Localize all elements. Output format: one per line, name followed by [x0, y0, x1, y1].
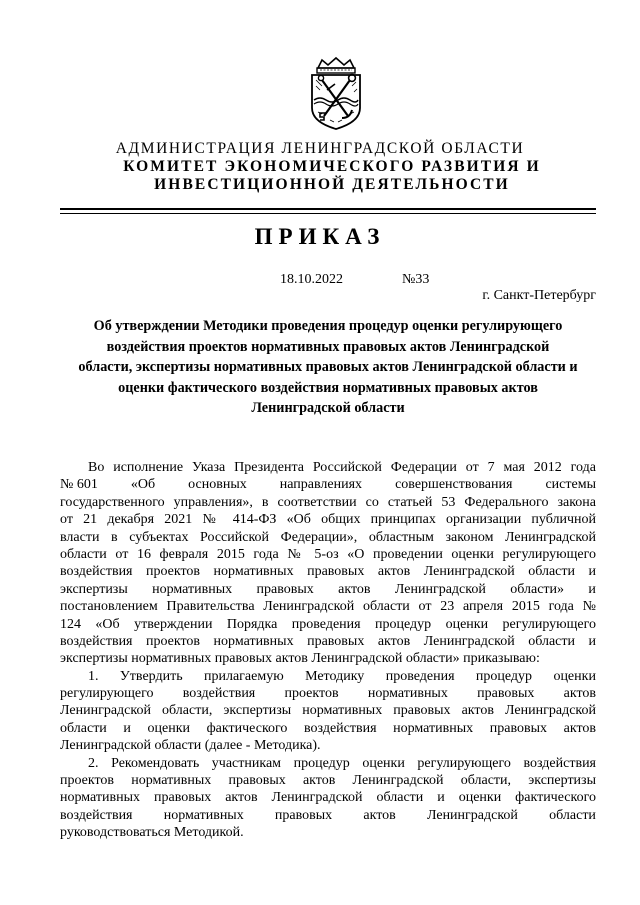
word: оценки [553, 668, 596, 684]
body-line: Во исполнение Указа Президента Российской Федерации от 7 мая 2012 года [88, 460, 596, 475]
word: актов [563, 686, 596, 702]
order-title: ПРИКАЗ [254, 224, 386, 249]
word: нормативных [367, 686, 448, 702]
body-line: государственного управления», в соответствии со статьей 53 Федерального закона [60, 494, 596, 510]
body-line: 2. Рекомендовать участникам процедур оценки регулирующего воздействия [88, 755, 596, 771]
body-line: руководствоваться Методикой. [60, 825, 244, 841]
word: системы [545, 477, 596, 493]
word: основных [188, 477, 247, 493]
body-line: нормативных правовых актов Ленинградской области и оценки фактического [60, 790, 596, 806]
body-line: воздействия проектов нормативных правовых актов Ленинградской области и [60, 633, 596, 649]
administration-title: АДМИНИСТРАЦИЯ ЛЕНИНГРАДСКОЙ ОБЛАСТИ [115, 140, 525, 157]
body-line: проектов нормативных правовых актов Ленинградской области, экспертизы [60, 773, 596, 789]
body-line-spread [60, 476, 596, 493]
word: 1. [88, 668, 99, 684]
body-line: власти в субъектах Российской Федерации», областным законом Ленинградской [60, 529, 596, 545]
word: Ленинградской [426, 807, 518, 823]
heading-line: оценки фактического воздействия нормативных правовых актов [118, 379, 538, 396]
header-divider-thick [60, 208, 596, 210]
heading-line: Ленинградской области [251, 400, 405, 417]
body-line-spread [60, 807, 596, 824]
body-line: от 21 декабря 2021 № 414-ФЗ «Об общих принципах организации публичной [60, 512, 596, 528]
body-line: воздействия проектов нормативных правовых актов Ленинградской области и [60, 564, 596, 580]
word: № 601 [60, 477, 98, 493]
body-line: экспертизы нормативных правовых актов Ленинградской области» приказываю: [60, 651, 540, 667]
order-city: г. Санкт-Петербург [482, 288, 596, 303]
word: воздействия [182, 686, 256, 702]
word: проектов [284, 686, 339, 702]
word: воздействия [60, 807, 133, 823]
word: Ленинградской [394, 581, 486, 597]
word: правовых [256, 581, 314, 597]
word: совершенствования [395, 477, 513, 493]
word: экспертизы [60, 581, 128, 597]
word: Методику [305, 668, 365, 684]
body-line: Ленинградской области (далее - Методика). [60, 738, 321, 754]
word: нормативных [152, 581, 233, 597]
body-line: области от 16 февраля 2015 года № 5-оз «О проведении оценки регулирующего [60, 546, 596, 562]
order-date: 18.10.2022 [280, 272, 343, 287]
order-number: №33 [402, 272, 430, 287]
committee-title-line2: ИНВЕСТИЦИОННОЙ ДЕЯТЕЛЬНОСТИ [154, 176, 510, 193]
body-line: области и оценки фактического воздействия нормативных правовых актов [60, 720, 596, 736]
body-line-spread [60, 581, 596, 598]
word: направлениях [279, 477, 363, 493]
body-line-spread [60, 685, 596, 702]
heading-line: Об утверждении Методики проведения процедур оценки регулирующего [93, 318, 563, 334]
word: актов [363, 807, 396, 823]
word: процедур [475, 668, 533, 684]
word: области [549, 807, 596, 823]
header-divider-thin [60, 213, 596, 214]
word: прилагаемую [204, 668, 284, 684]
word: правовых [274, 807, 333, 823]
word: области» [510, 581, 565, 597]
committee-title-line1: КОМИТЕТ ЭКОНОМИЧЕСКОГО РАЗВИТИЯ И [123, 158, 541, 175]
word: регулирующего [60, 686, 154, 702]
order-body [60, 459, 596, 842]
heading-line: области, экспертизы нормативных правовых актов Ленинградской области и [78, 359, 578, 376]
body-line: Ленинградской области, экспертизы нормативных правовых актов Ленинградской [60, 703, 596, 719]
body-line: 124 «Об утверждении Порядка проведения процедур оценки регулирующего [60, 616, 596, 632]
word: Утвердить [119, 668, 183, 684]
word: проведения [385, 668, 455, 684]
committee-title [12, 158, 640, 194]
word: и [588, 581, 596, 597]
word: «Об [130, 477, 156, 493]
word: нормативных [163, 807, 244, 823]
order-subject-heading [60, 316, 596, 419]
coat-of-arms-icon [300, 56, 372, 132]
word: правовых [477, 686, 535, 702]
body-line-spread [60, 668, 596, 685]
body-line: постановлением Правительства Ленинградской области от 23 апреля 2015 года № [60, 599, 596, 615]
word: актов [338, 581, 371, 597]
heading-line: воздействия проектов нормативных правовых актов Ленинградской [106, 338, 550, 355]
